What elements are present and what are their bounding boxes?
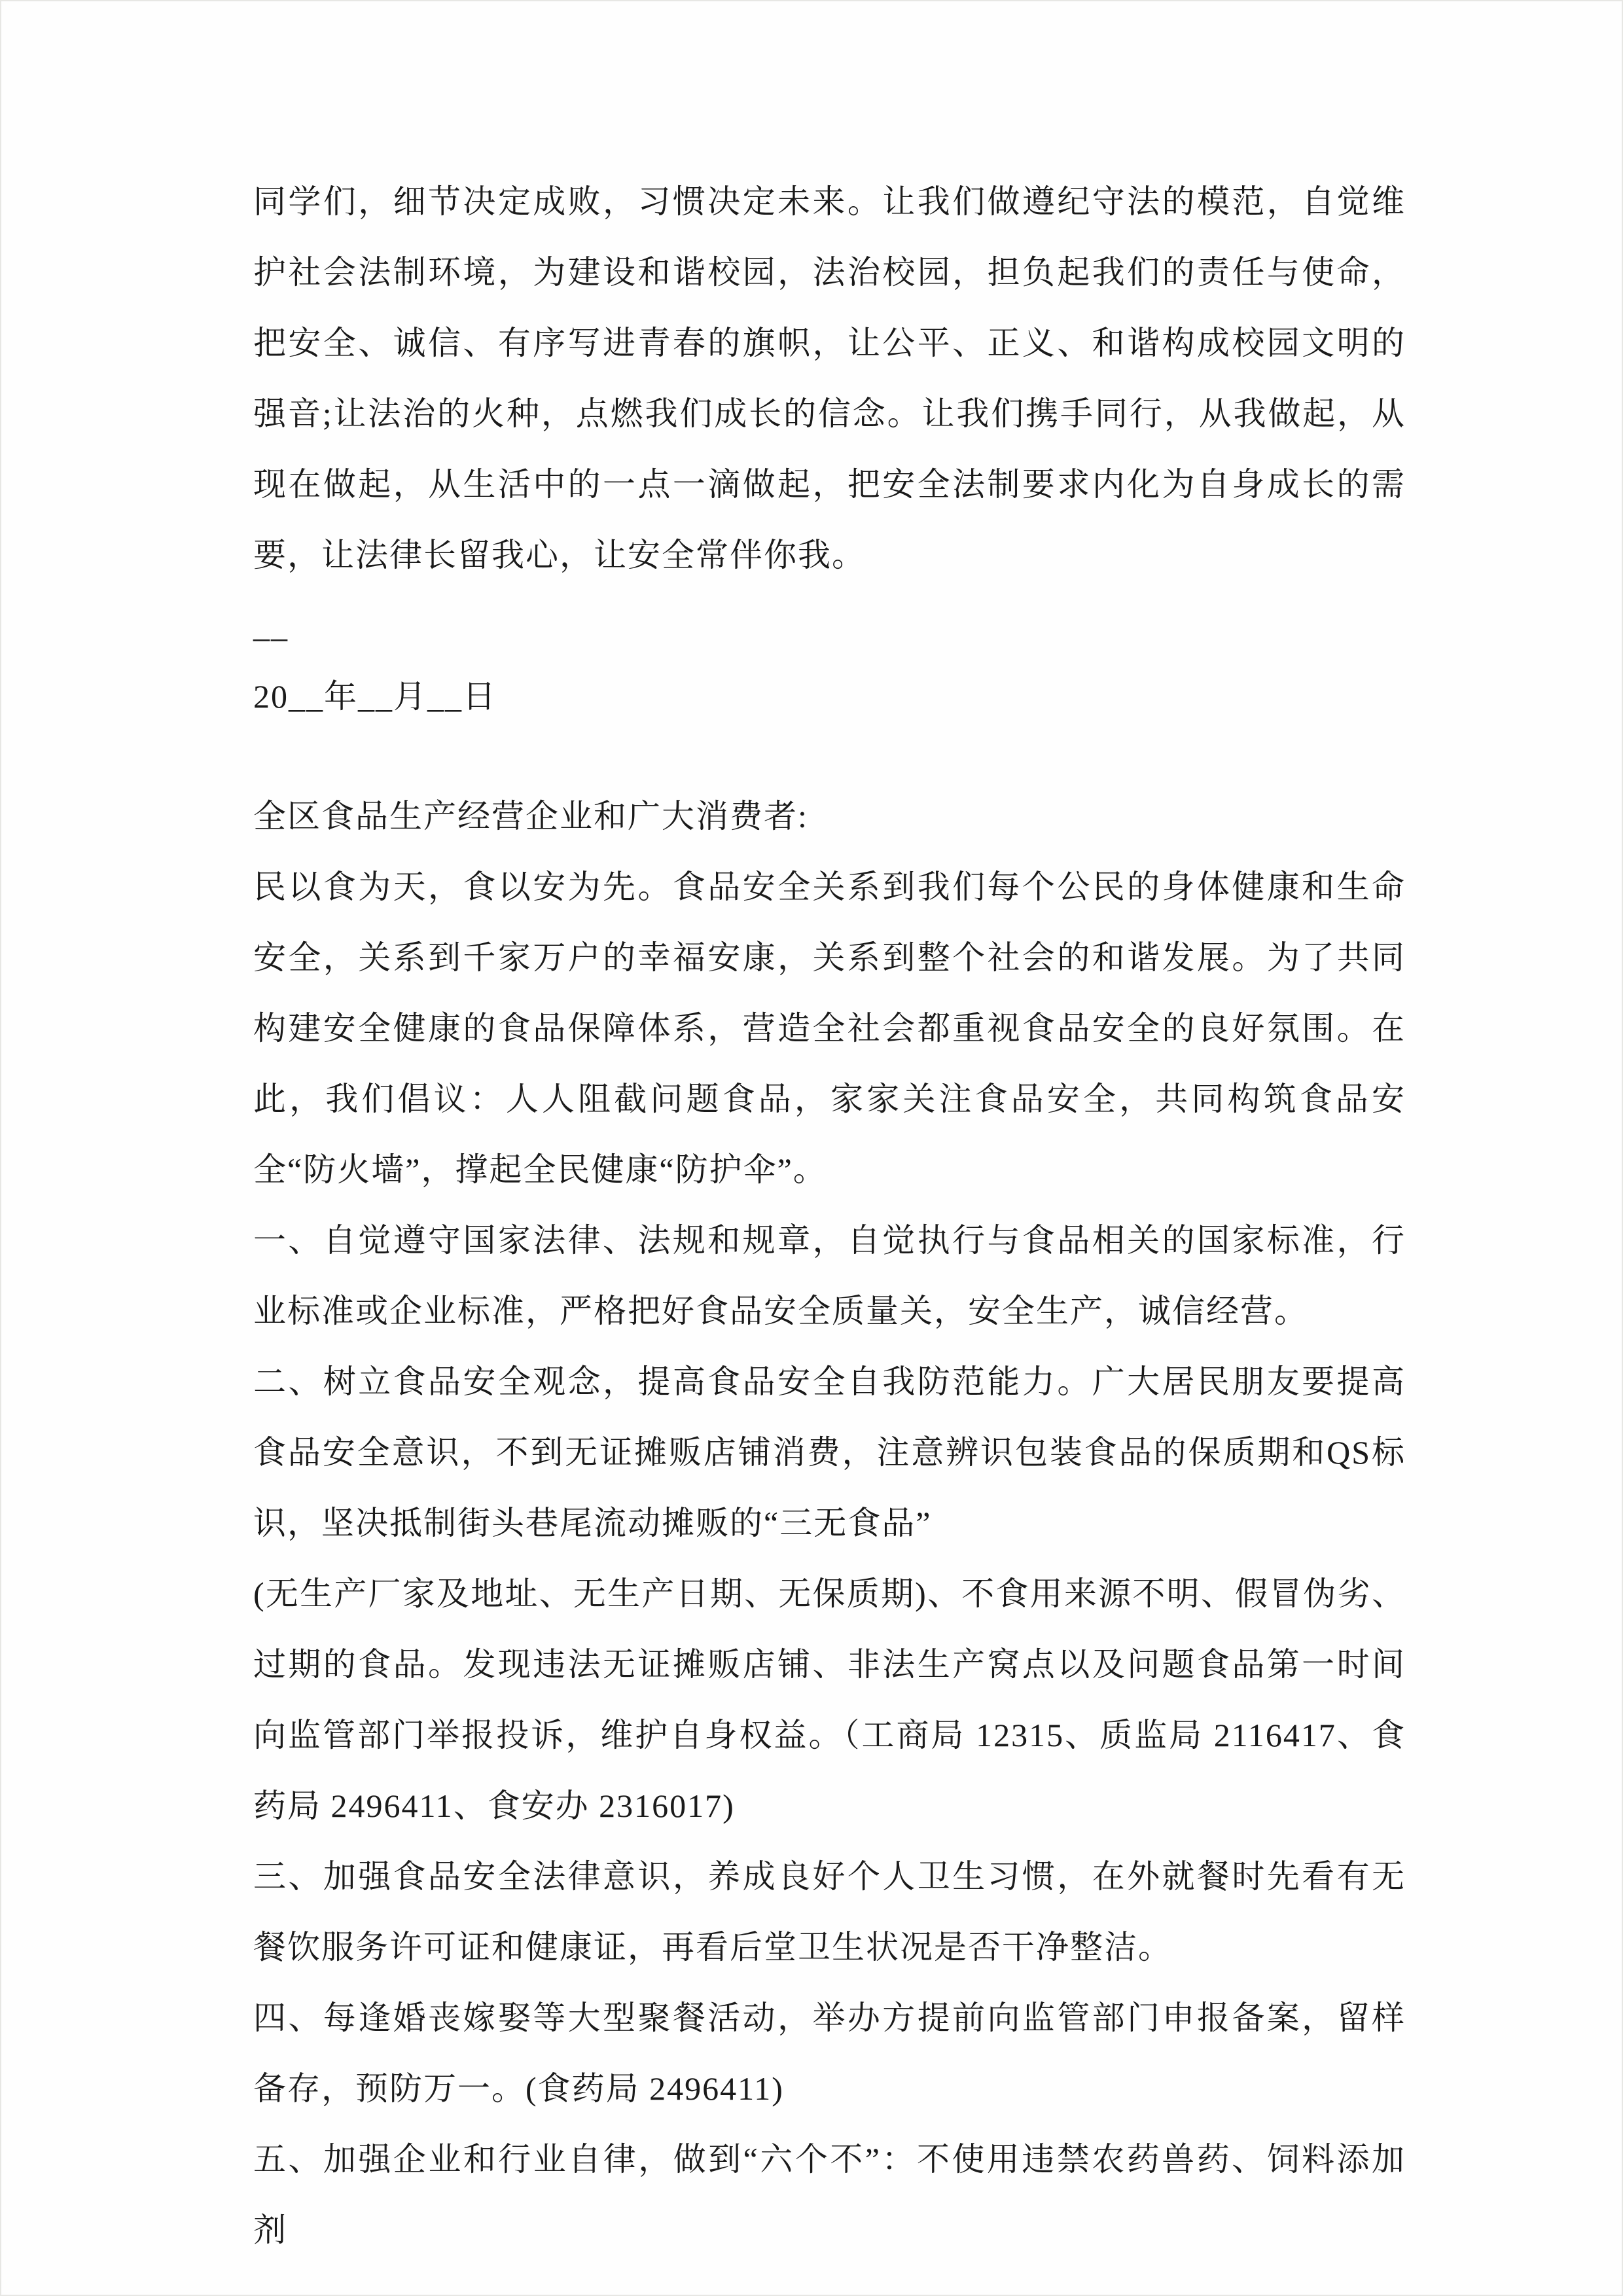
- paragraph-letter-closing: 同学们，细节决定成败，习惯决定未来。让我们做遵纪守法的模范，自觉维护社会法制环境，为建设和谐校园，法治校园，担负起我们的责任与使命，把安全、诚信、有序写进青春的旗帜，让公平、正义、和谐构成校园文明的强音;让法治的火种，点燃我们成长的信念。让我们携手同行，从我做起，从现在做起，从生活中的一点一滴做起，把安全法制要求内化为自身成长的需要，让法律长留我心，让安全常伴你我。: [253, 183, 1406, 573]
- proposal-item-1: 一、自觉遵守国家法律、法规和规章，自觉执行与食品相关的国家标准，行业标准或企业标准，严格把好食品安全质量关，安全生产，诚信经营。: [253, 1222, 1406, 1329]
- date-line: 20__年__月__日: [253, 678, 497, 715]
- proposal-item-4: 四、每逢婚丧嫁娶等大型聚餐活动，举办方提前向监管部门申报备案，留样备存，预防万一。(食药局 2496411): [253, 2000, 1406, 2107]
- document-body: [253, 166, 1406, 2265]
- salutation-line: 全区食品生产经营企业和广大消费者:: [253, 798, 808, 834]
- proposal-item-2: 二、树立食品安全观念，提高食品安全自我防范能力。广大居民朋友要提高食品安全意识，不到无证摊贩店铺消费，注意辨识包装食品的保质期和QS标识，坚决抵制街头巷尾流动摊贩的“三无食品”: [253, 1363, 1406, 1541]
- proposal-item-3: 三、加强食品安全法律意识，养成良好个人卫生习惯，在外就餐时先看有无餐饮服务许可证和健康证，再看后堂卫生状况是否干净整洁。: [253, 1858, 1406, 1965]
- proposal-item-2-continued: (无生产厂家及地址、无生产日期、无保质期)、不食用来源不明、假冒伪劣、过期的食品。发现违法无证摊贩店铺、非法生产窝点以及问题食品第一时间向监管部门举报投诉，维护自身权益。（工商局 12315、质监局 2116417、食药局 2496411、食安办 2316017): [253, 1575, 1406, 1824]
- proposal-item-5: 五、加强企业和行业自律，做到“六个不”：不使用违禁农药兽药、饲料添加剂: [253, 2141, 1406, 2248]
- paragraph-proposal-intro: 民以食为天，食以安为先。食品安全关系到我们每个公民的身体健康和生命安全，关系到千家万户的幸福安康，关系到整个社会的和谐发展。为了共同构建安全健康的食品保障体系，营造全社会都重视食品安全的良好氛围。在此，我们倡议：人人阻截问题食品，家家关注食品安全，共同构筑食品安全“防火墙”，撑起全民健康“防护伞”。: [253, 869, 1406, 1188]
- signature-blank-line: __: [253, 607, 289, 644]
